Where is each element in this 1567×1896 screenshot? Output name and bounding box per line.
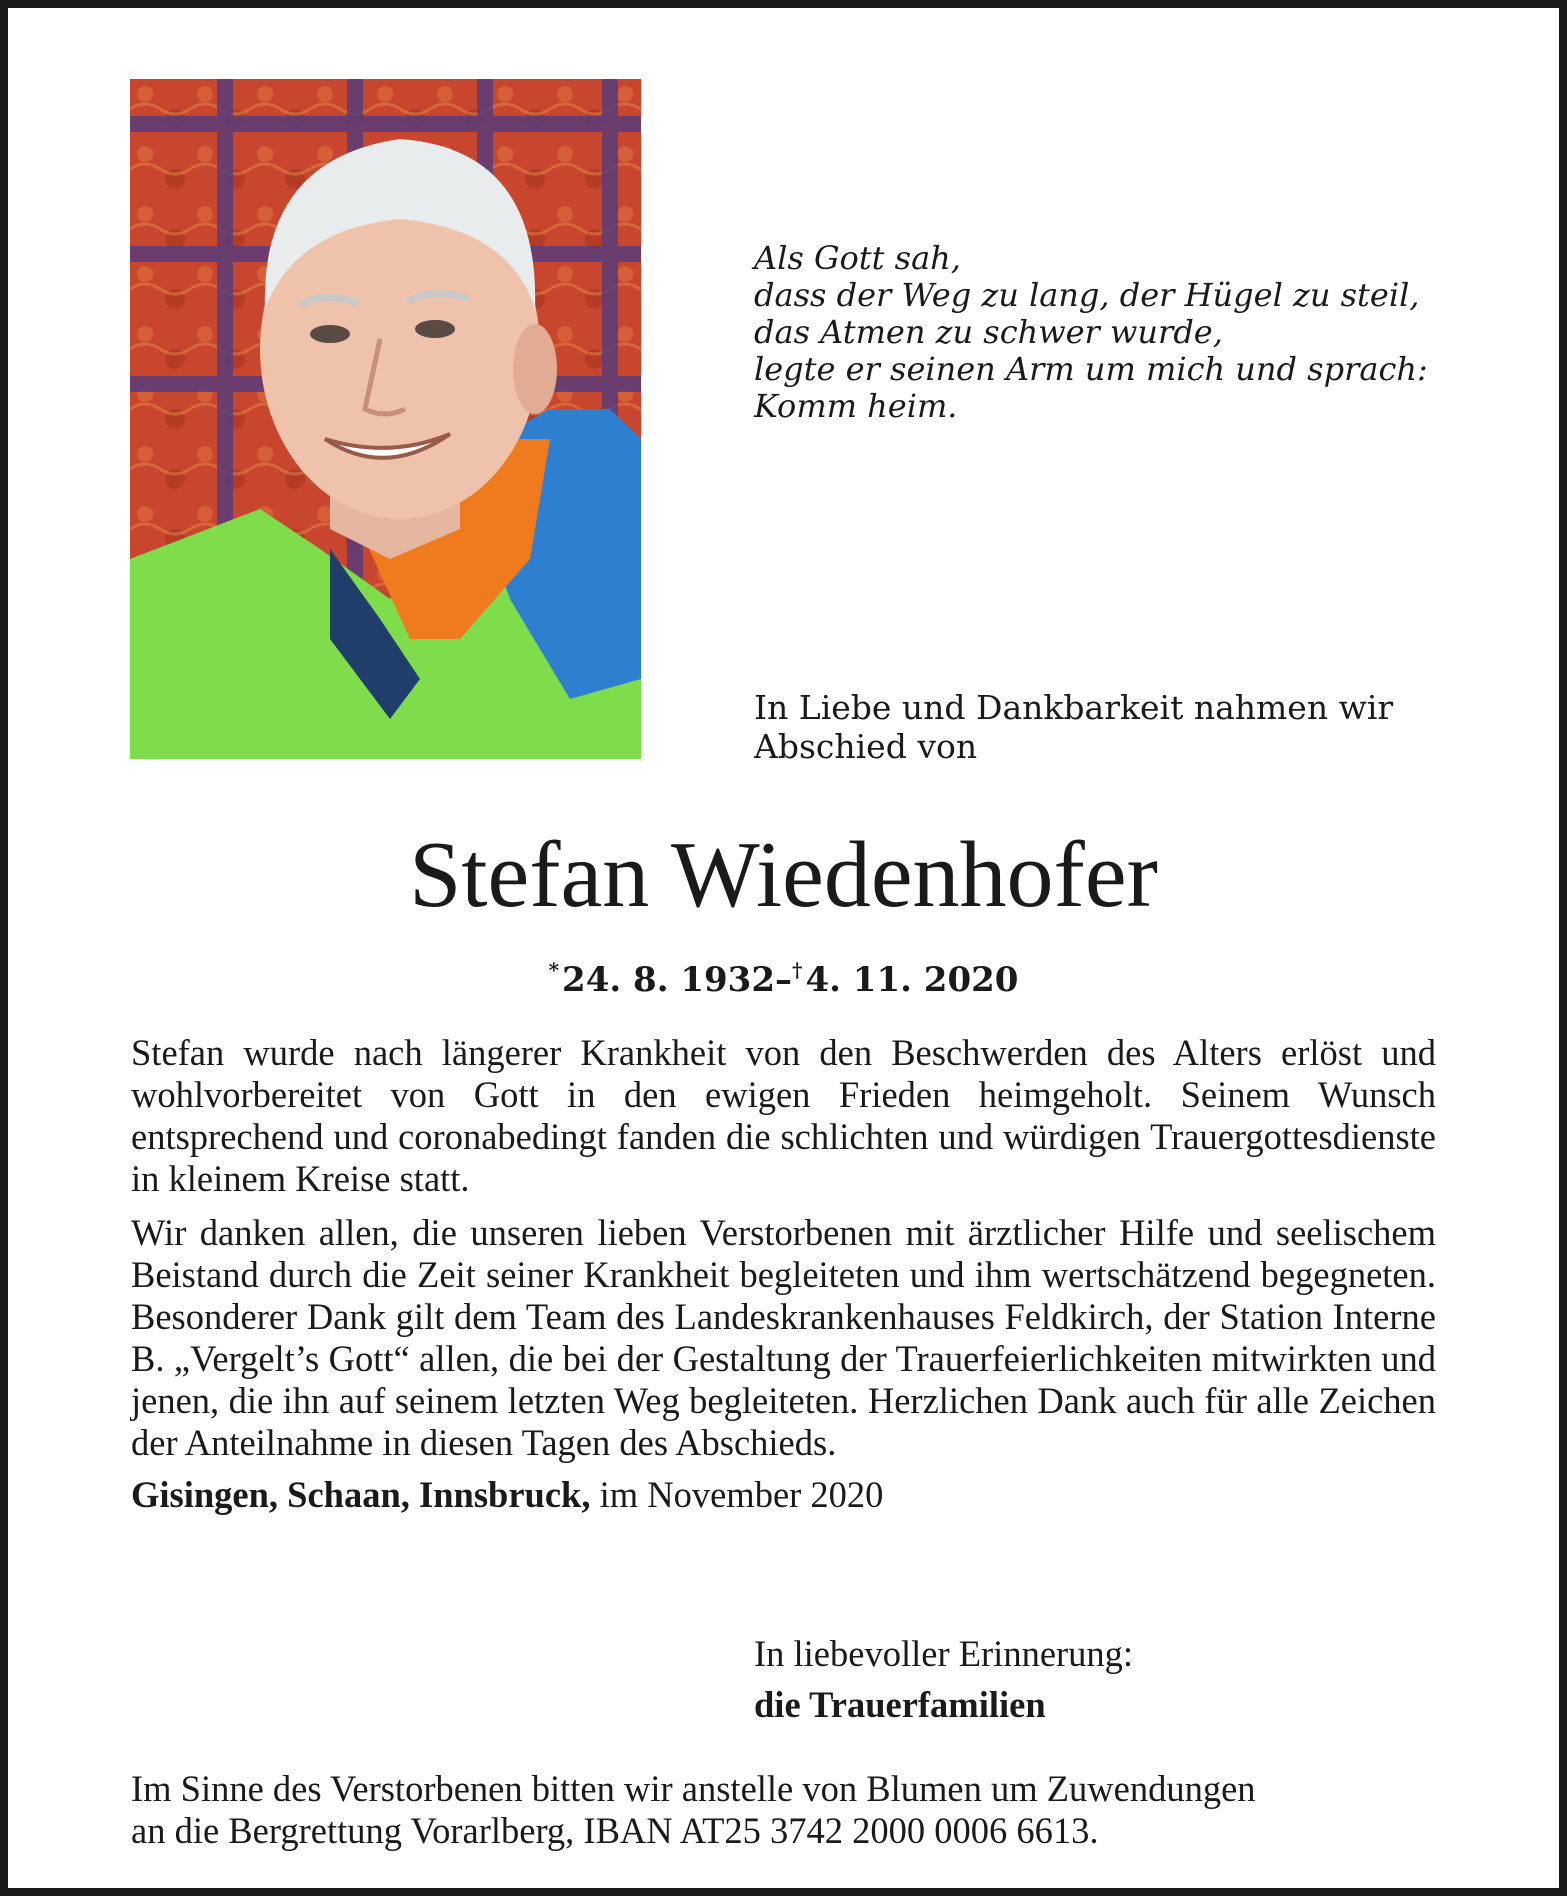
- date-separator: –: [775, 960, 792, 1000]
- poem-line: dass der Weg zu lang, der Hügel zu steil,: [754, 276, 1420, 314]
- portrait-photo: [130, 79, 641, 759]
- intro-line-2: Abschied von: [754, 727, 978, 766]
- poem: [754, 240, 1454, 425]
- intro-text: [754, 688, 1436, 766]
- intro-line-1: In Liebe und Dankbarkeit nahmen wir: [754, 688, 1394, 727]
- birth-symbol: *: [548, 958, 560, 982]
- poem-line: Komm heim.: [754, 387, 958, 425]
- closing-memory: In liebevoller Erinnerung:: [754, 1633, 1134, 1674]
- closing-families: die Trauerfamilien: [754, 1684, 1046, 1725]
- poem-line: legte er seinen Arm um mich und sprach:: [754, 350, 1428, 388]
- donation-line-1: Im Sinne des Verstorbenen bitten wir anstelle von Blumen um Zuwendungen: [131, 1768, 1256, 1809]
- poem-line: Als Gott sah,: [754, 239, 961, 277]
- birth-date: 24. 8. 1932: [562, 960, 775, 1000]
- donation-line-2: an die Bergrettung Vorarlberg, IBAN AT25 3742 2000 0006 6613.: [131, 1810, 1099, 1851]
- place-locations: Gisingen, Schaan, Innsbruck,: [131, 1474, 591, 1515]
- poem-line: das Atmen zu schwer wurde,: [754, 313, 1223, 351]
- place-date: im November 2020: [590, 1474, 884, 1515]
- place-and-date: [131, 1474, 1231, 1516]
- donation-note: [131, 1768, 1436, 1852]
- paragraph-1: Stefan wurde nach längerer Krankheit von den Beschwerden des Alters erlöst und wohlvorbereitet von Gott in den ewigen Frieden heimgeholt. Seinem Wunsch entsprechend und coronabedingt fanden die schlichten und würdigen Trauergottesdienste in kleinem Kreise statt.: [131, 1032, 1436, 1199]
- death-symbol: †: [792, 958, 803, 982]
- paragraph-2: Wir danken allen, die unseren lieben Verstorbenen mit ärztlicher Hilfe und seelischem Beistand durch die Zeit seiner Krankheit begleiteten und ihm wertschätzend begegneten. Besonderer Dank gilt dem Team des Landeskrankenhauses Feldkirch, der Station Interne B. „Vergelt’s Gott“ allen, die bei der Gestaltung der Trauerfeierlichkeiten mitwirkten und jenen, die ihn auf seinem letzten Weg begleiteten. Herzlichen Dank auch für alle Zeichen der Anteilnahme in diesen Tagen des Abschieds.: [131, 1212, 1436, 1463]
- life-dates: [0, 950, 1567, 1000]
- deceased-name: Stefan Wiedenhofer: [409, 823, 1158, 927]
- death-date: 4. 11. 2020: [805, 960, 1019, 1000]
